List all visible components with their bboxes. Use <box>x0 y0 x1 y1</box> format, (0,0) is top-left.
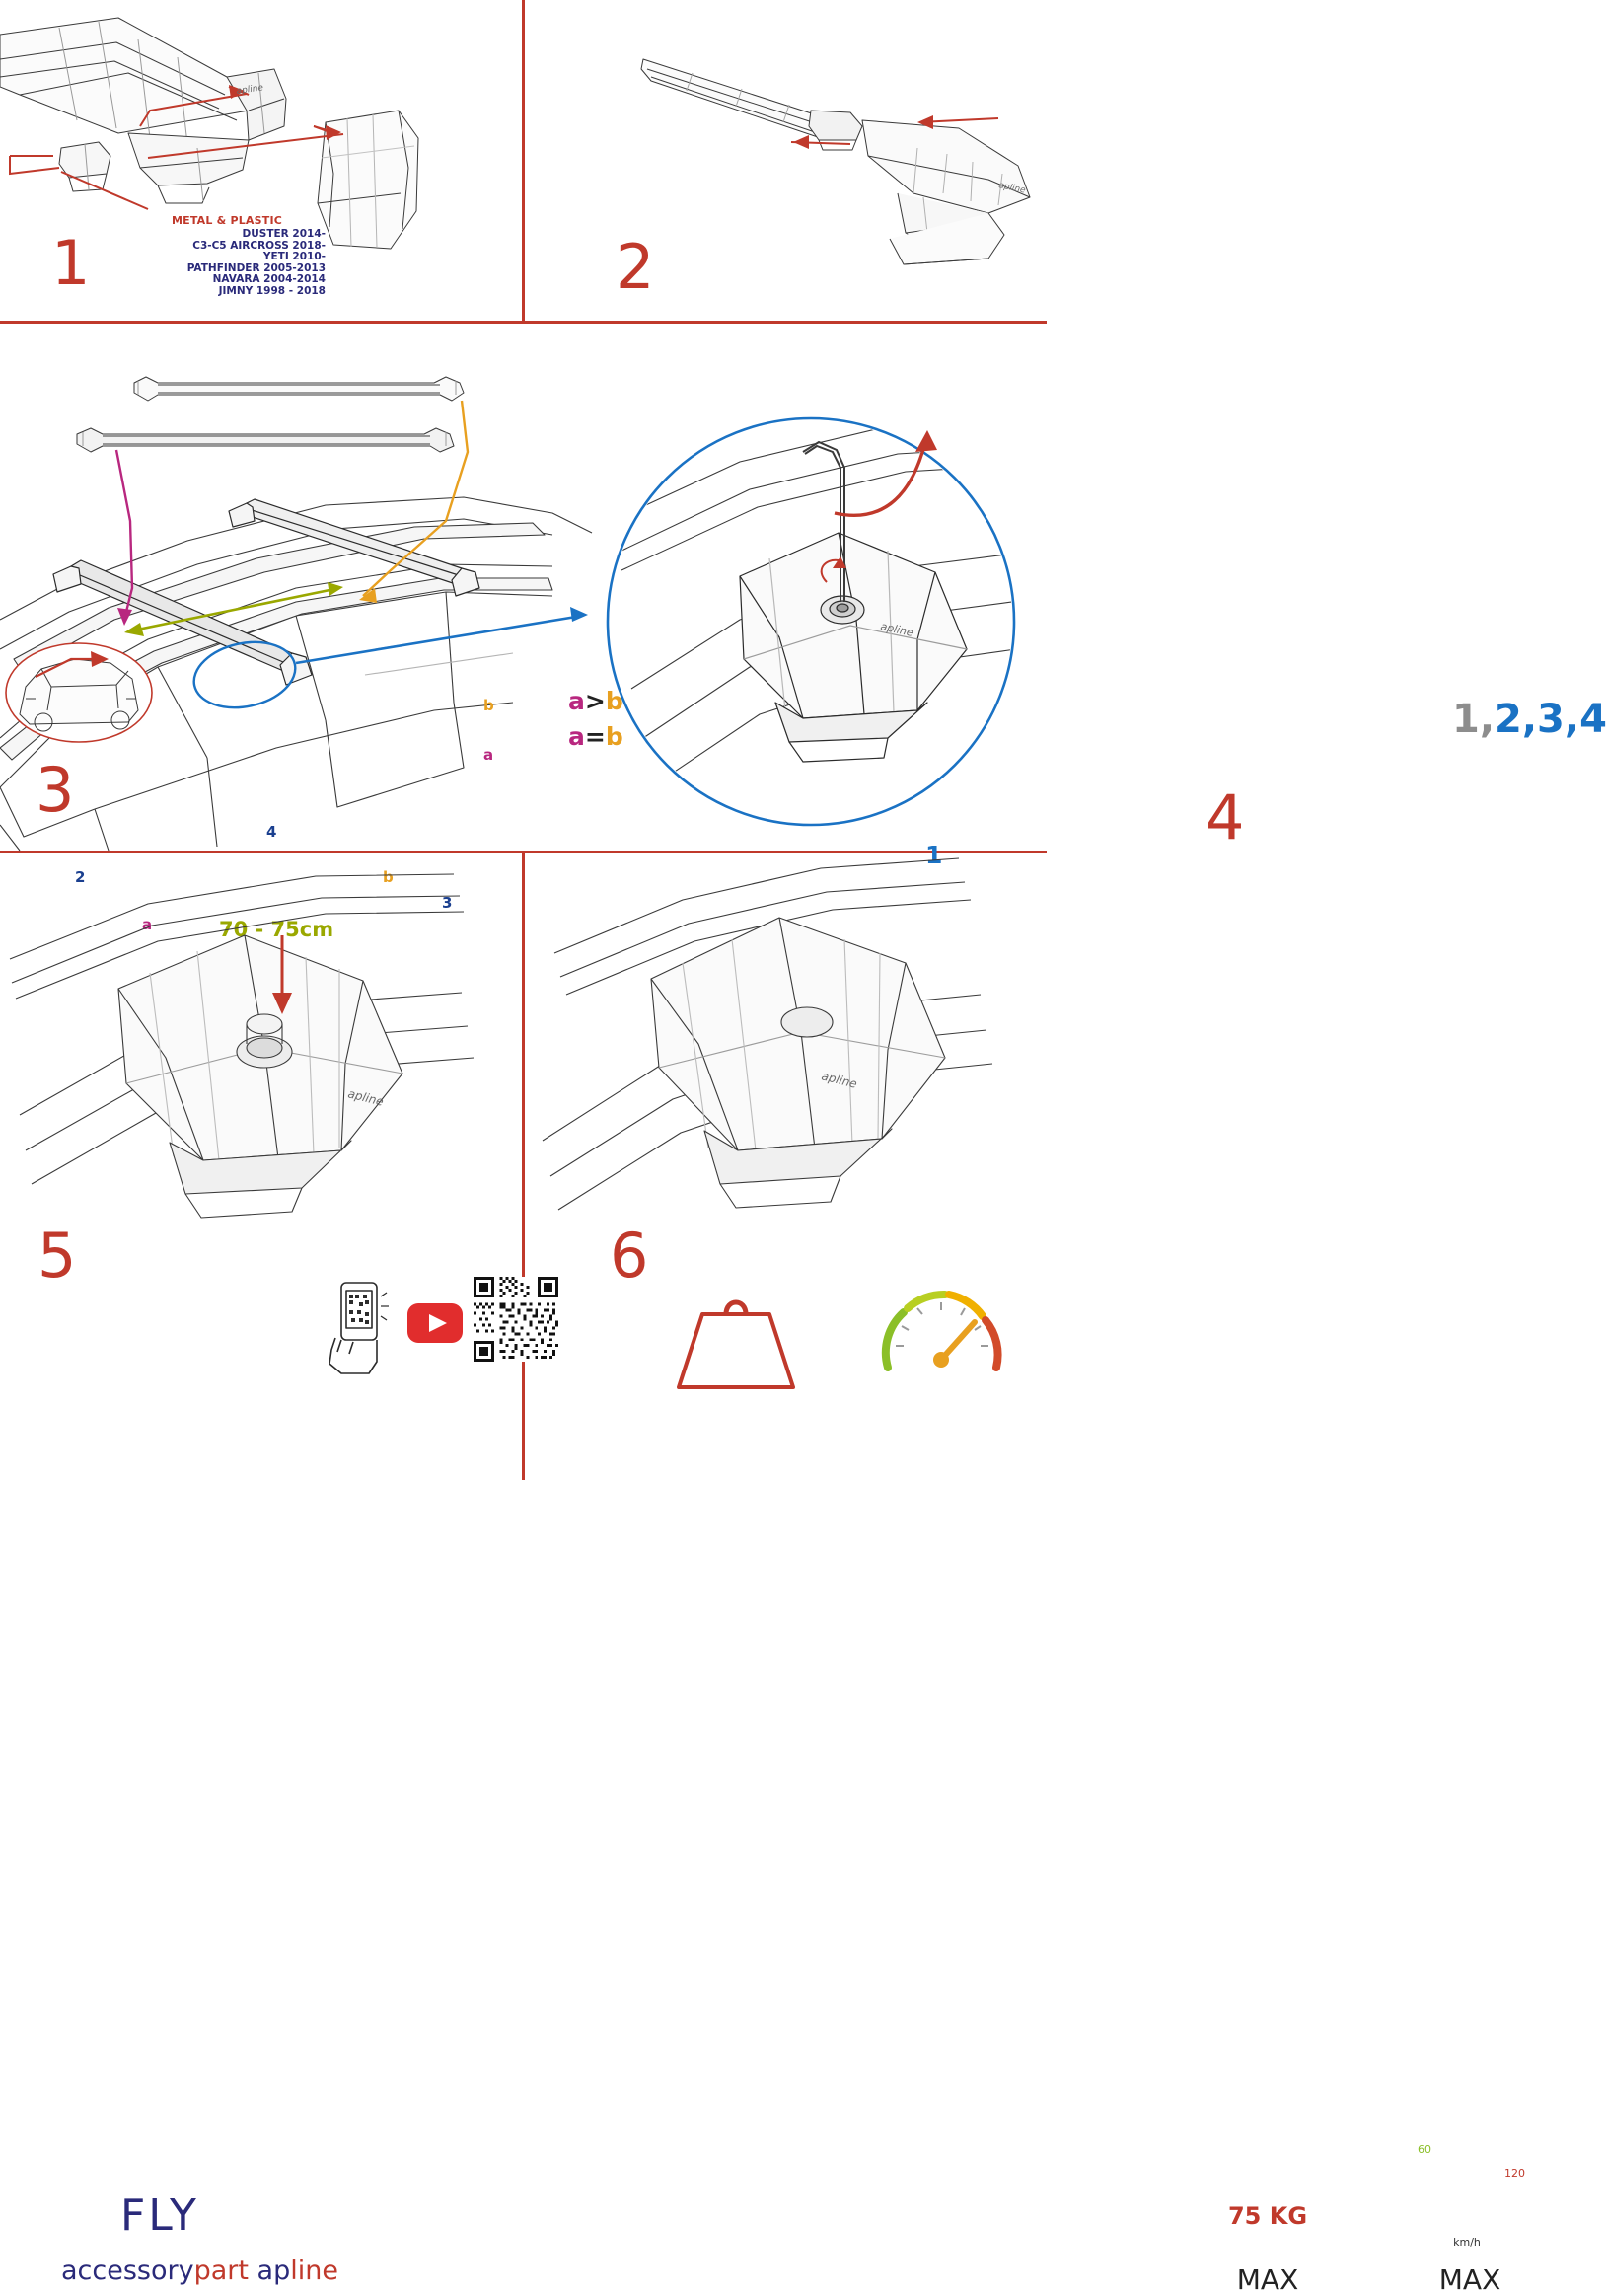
order-first: 1, <box>1452 697 1496 742</box>
step-number-5: 5 <box>37 1220 76 1292</box>
svg-text:apline: apline <box>997 181 1027 196</box>
compare-a: a <box>568 722 585 751</box>
speed-max-label: MAX <box>1438 2263 1501 2296</box>
step-number-3: 3 <box>36 754 74 826</box>
svg-text:apline: apline <box>879 620 914 639</box>
compare-op: = <box>584 722 606 751</box>
weight-limit-icon <box>667 1279 805 1397</box>
distance-label: 70 - 75cm <box>219 918 334 941</box>
panel-step-1 <box>0 0 522 321</box>
gauge-high-label: 120 <box>1504 2167 1525 2180</box>
step-3-illustration <box>0 324 592 851</box>
panel-step-6 <box>525 854 1525 2296</box>
letter-a-bottom: a <box>142 916 153 933</box>
order-rest: 2,3,4 <box>1495 697 1607 742</box>
youtube-icon[interactable] <box>406 1302 464 1344</box>
vehicle-item: JIMNY 1998 - 2018 <box>218 284 326 297</box>
panel-step-2 <box>525 0 1047 321</box>
bar-label-4: 4 <box>266 823 277 841</box>
panel-step-4 <box>592 324 1607 869</box>
detail-callout-1: 1 <box>925 841 943 869</box>
vehicle-item: YETI 2010- <box>262 251 326 262</box>
brand-line-word: line <box>290 2256 338 2286</box>
step-6-illustration <box>525 854 1047 1269</box>
vehicle-item: PATHFINDER 2005-2013 <box>186 261 326 274</box>
tightening-order <box>1452 697 1607 742</box>
svg-text:apline: apline <box>820 1069 859 1091</box>
brand-ap: ap <box>256 2256 291 2286</box>
bar-label-2: 2 <box>75 868 86 886</box>
svg-text:apline: apline <box>346 1086 386 1109</box>
panel-step-3 <box>0 324 623 941</box>
bar-label-3: 3 <box>442 894 453 912</box>
material-note: METAL & PLASTIC <box>171 214 283 227</box>
step-number-2: 2 <box>616 231 654 303</box>
vehicle-item: NAVARA 2004-2014 <box>212 273 326 285</box>
brand-part: part <box>193 2256 249 2286</box>
step-number-6: 6 <box>610 1220 648 1292</box>
compare-op: > <box>584 687 606 715</box>
step-number-1: 1 <box>51 227 90 299</box>
vehicle-item: C3-C5 AIRCROSS 2018- <box>192 239 326 252</box>
speed-unit-label: km/h <box>1453 2236 1481 2249</box>
vehicle-list <box>109 229 326 297</box>
step-5-illustration <box>0 854 522 1269</box>
panel-step-5 <box>0 854 522 2286</box>
vehicle-item: DUSTER 2014- <box>242 228 326 240</box>
step-4-illustration <box>592 324 1047 851</box>
step-number-4: 4 <box>1205 781 1244 853</box>
compare-b: b <box>605 722 623 751</box>
svg-text:apline: apline <box>236 83 264 97</box>
compare-b: b <box>605 687 623 715</box>
letter-b-bottom: b <box>383 868 394 886</box>
speed-limit-icon <box>868 1273 1016 1401</box>
brand-subtitle <box>61 2256 338 2286</box>
brand-title: FLY <box>120 2190 199 2241</box>
weight-max-label: MAX <box>1236 2263 1299 2296</box>
step-2-illustration <box>525 0 1047 321</box>
brand-accessory: accessory <box>61 2256 194 2286</box>
scan-phone-icon <box>326 1279 395 1377</box>
weight-value: 75 KG <box>1227 2202 1308 2230</box>
gauge-low-label: 60 <box>1418 2143 1431 2156</box>
letter-a-top: a <box>483 746 494 764</box>
letter-b-top: b <box>483 697 494 714</box>
compare-a: a <box>568 687 585 715</box>
